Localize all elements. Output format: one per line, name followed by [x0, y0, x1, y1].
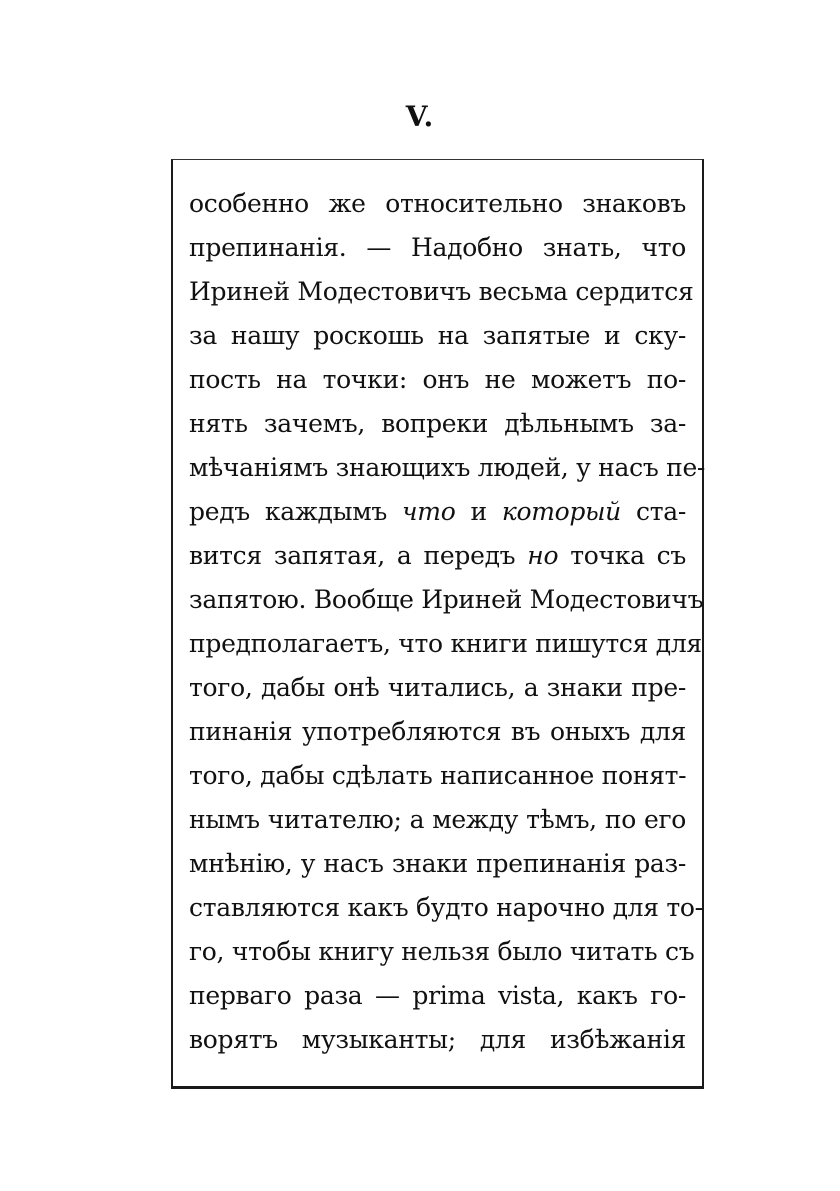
italic-word: но — [527, 541, 559, 570]
text-line: за нашу роскошь на запятые и ску- — [189, 321, 686, 350]
text-line: мнѣнію, у насъ знаки препинанія раз- — [189, 849, 686, 878]
text-line — [189, 534, 686, 578]
text-segment: редъ каждымъ — [189, 497, 403, 526]
text-line: того, дабы сдѣлать написанное понят- — [189, 761, 687, 790]
text-segment: вится запятая, а передъ — [189, 541, 528, 570]
text-segment: и — [455, 497, 502, 526]
text-line: препинанія. — Надобно знать, что — [189, 233, 686, 262]
text-line: пинанія употребляются въ оныхъ для — [189, 717, 686, 746]
text-line: перваго раза — prima vista, какъ го- — [189, 981, 686, 1010]
text-line: нымъ читателю; а между тѣмъ, по его — [189, 805, 686, 834]
text-line: пость на точки: онъ не можетъ по- — [189, 365, 686, 394]
text-line: ворятъ музыканты; для избѣжанія — [189, 1025, 686, 1054]
text-frame — [171, 159, 704, 1089]
italic-word: который — [501, 497, 621, 526]
text-line: го, чтобы книгу нельзя было читать съ — [189, 937, 695, 966]
text-segment: точка съ — [558, 541, 686, 570]
text-line — [189, 490, 686, 534]
text-line: Ириней Модестовичъ весьма сердится — [189, 277, 694, 306]
text-line: того, дабы онѣ читались, а знаки пре- — [189, 673, 686, 702]
text-segment: ста- — [620, 497, 686, 526]
page-number: V. — [405, 100, 435, 133]
text-line: мѣчаніямъ знающихъ людей, у насъ пе- — [189, 453, 706, 482]
text-line: запятою. Вообще Ириней Модестовичъ — [189, 585, 704, 614]
text-line: особенно же относительно знаковъ — [189, 189, 686, 218]
text-line: предполагаетъ, что книги пишутся для — [189, 629, 702, 658]
text-line: ставляются какъ будто нарочно для то- — [189, 893, 703, 922]
text-line: нять зачемъ, вопреки дѣльнымъ за- — [189, 409, 686, 438]
italic-word: что — [402, 497, 456, 526]
body-text — [189, 182, 706, 1062]
